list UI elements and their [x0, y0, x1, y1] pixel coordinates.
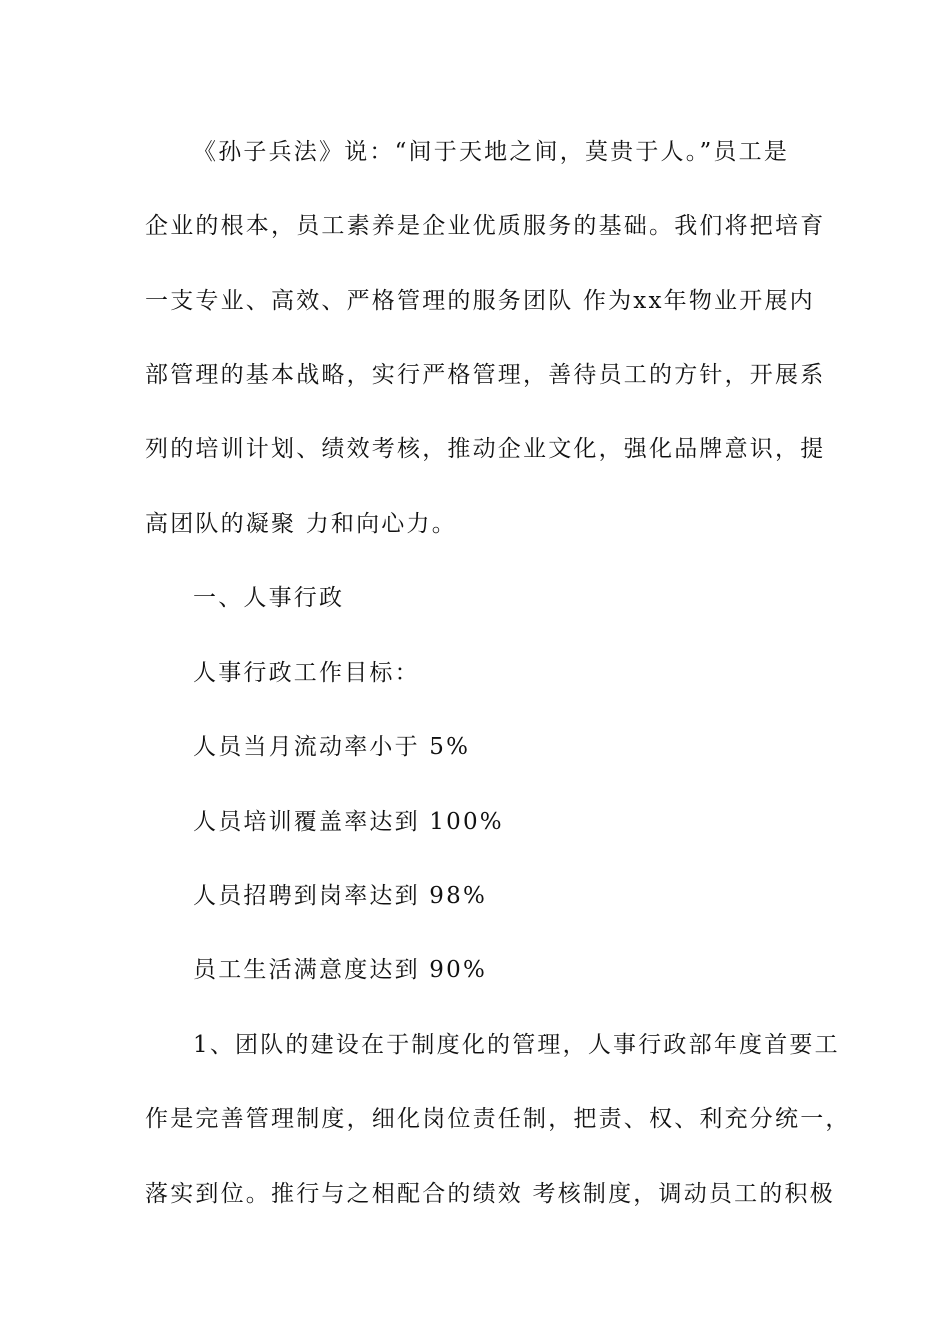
paragraph-1-line-1: 《孙子兵法》说：“间于天地之间，莫贵于人。”员工是: [193, 139, 790, 165]
paragraph-2-line-2: 作是完善管理制度，细化岗位责任制，把责、权、利充分统一，: [145, 1106, 851, 1132]
paragraph-1-line-3: 一支专业、高效、严格管理的服务团队 作为xx年物业开展内: [145, 288, 815, 314]
paragraph-1-line-4: 部管理的基本战略，实行严格管理，善待员工的方针，开展系: [145, 362, 826, 388]
goal-turnover-rate: 人员当月流动率小于 5%: [193, 734, 471, 760]
paragraph-1-line-5: 列的培训计划、绩效考核，推动企业文化，强化品牌意识，提: [145, 436, 826, 462]
goals-heading: 人事行政工作目标：: [193, 660, 420, 686]
goal-satisfaction: 员工生活满意度达到 90%: [193, 957, 488, 983]
paragraph-2-line-1: 1、团队的建设在于制度化的管理，人事行政部年度首要工: [193, 1032, 840, 1058]
paragraph-1-line-6: 高团队的凝聚 力和向心力。: [145, 511, 457, 537]
goal-training-coverage: 人员培训覆盖率达到 100%: [193, 809, 504, 835]
section-heading: 一、人事行政: [193, 585, 345, 611]
paragraph-1-line-2: 企业的根本，员工素养是企业优质服务的基础。我们将把培育: [145, 213, 826, 239]
paragraph-2-line-3: 落实到位。推行与之相配合的绩效 考核制度，调动员工的积极: [145, 1181, 835, 1207]
goal-recruitment-rate: 人员招聘到岗率达到 98%: [193, 883, 488, 909]
